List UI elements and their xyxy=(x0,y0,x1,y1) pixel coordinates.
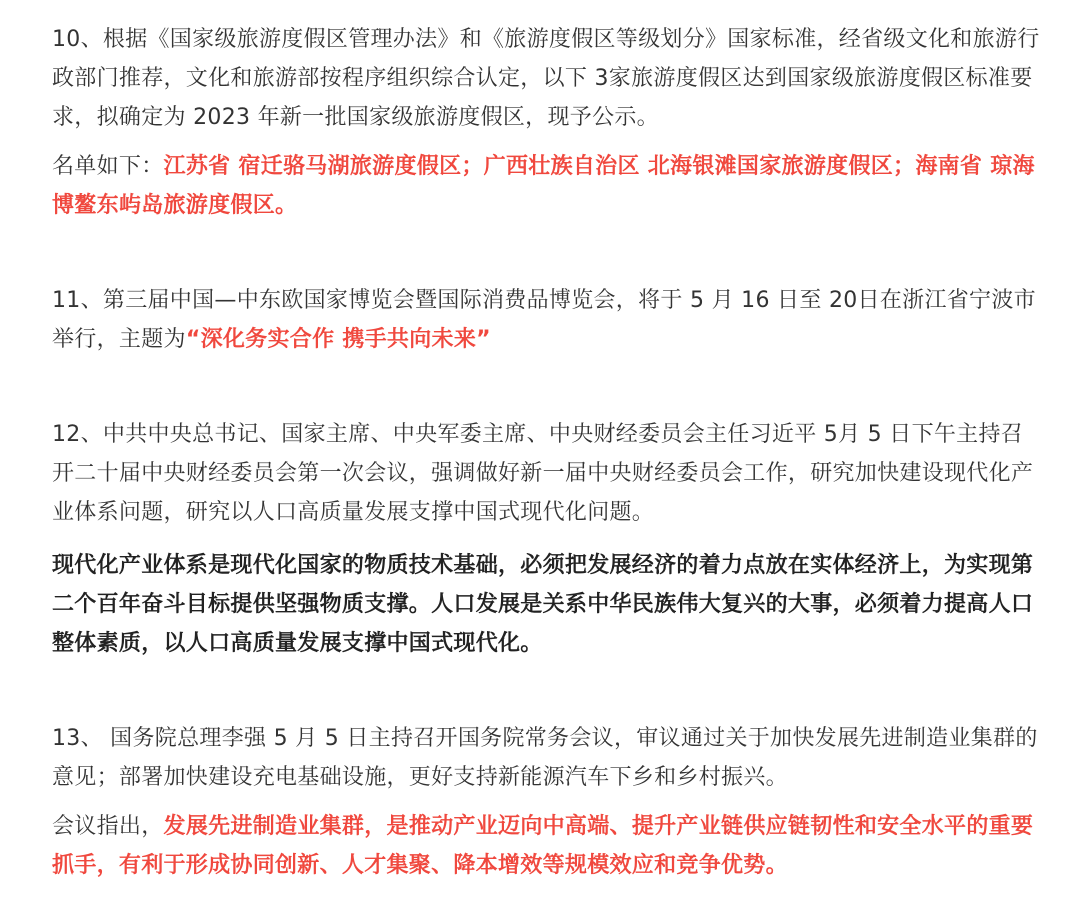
item-10-list-prefix: 名单如下： xyxy=(52,154,164,179)
item-12-paragraph xyxy=(52,415,1044,532)
item-13-note-highlight: 发展先进制造业集群，是推动产业迈向中高端、提升产业链供应链韧性和安全水平的重要抓手，有利于形成协同创新、人才集聚、降本增效等规模效应和竞争优势。 xyxy=(52,814,1034,878)
item-13-paragraph xyxy=(52,719,1044,797)
item-10-text: 10、根据《国家级旅游度假区管理办法》和《旅游度假区等级划分》国家标准，经省级文化和旅游行政部门推荐，文化和旅游部按程序组织综合认定，以下 3家旅游度假区达到国家级旅游度假区标准要求，拟确定为 2023 年新一批国家级旅游度假区，现予公示。 xyxy=(52,27,1040,130)
item-10-list-paragraph xyxy=(52,147,1044,225)
item-12-text: 12、中共中央总书记、国家主席、中央军委主席、中央财经委员会主任习近平 5月 5 日下午主持召开二十届中央财经委员会第一次会议，强调做好新一届中央财经委员会工作，研究加快建设现代化产业体系问题，研究以人口高质量发展支撑中国式现代化问题。 xyxy=(52,422,1034,525)
item-13-note-paragraph xyxy=(52,807,1044,885)
item-11-paragraph xyxy=(52,281,1044,359)
item-11-text: 11、第三届中国—中东欧国家博览会暨国际消费品博览会，将于 5 月 16 日至 20日在浙江省宁波市举行，主题为 xyxy=(52,288,1036,352)
item-10-list-highlight: 江苏省 宿迁骆马湖旅游度假区；广西壮族自治区 北海银滩国家旅游度假区；海南省 琼海博鳌东屿岛旅游度假区。 xyxy=(52,154,1035,218)
item-10-paragraph xyxy=(52,20,1044,137)
item-12-bold-text: 现代化产业体系是现代化国家的物质技术基础，必须把发展经济的着力点放在实体经济上，为实现第二个百年奋斗目标提供坚强物质支撑。人口发展是关系中华民族伟大复兴的大事，必须着力提高人口整体素质，以人口高质量发展支撑中国式现代化。 xyxy=(52,553,1034,656)
item-13-note-prefix: 会议指出， xyxy=(52,814,164,839)
item-12-bold-paragraph xyxy=(52,546,1044,663)
item-13-text: 13、 国务院总理李强 5 月 5 日主持召开国务院常务会议，审议通过关于加快发展先进制造业集群的意见；部署加快建设充电基础设施，更好支持新能源汽车下乡和乡村振兴。 xyxy=(52,726,1038,790)
item-11-theme-highlight: “深化务实合作 携手共向未来” xyxy=(185,327,491,352)
